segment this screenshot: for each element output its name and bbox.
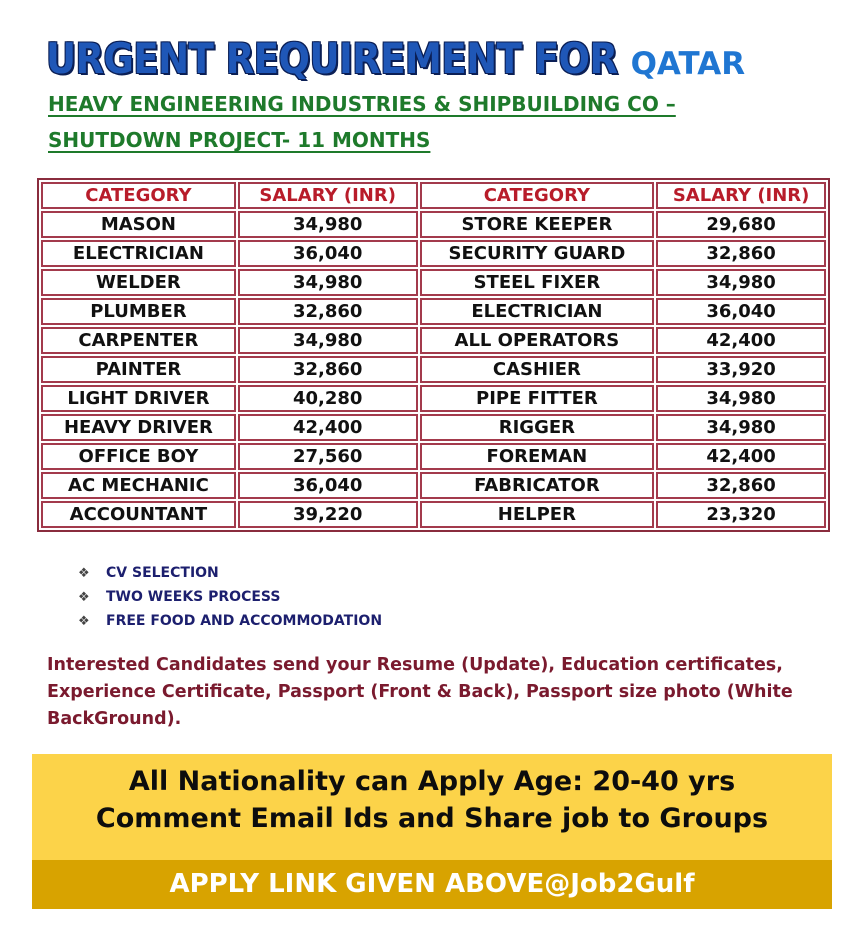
bullet-text: CV SELECTION <box>106 565 219 581</box>
table-row <box>41 240 826 267</box>
cell-category-1: PAINTER <box>41 356 236 383</box>
page-title: URGENT REQUIREMENT FOR <box>46 34 618 83</box>
cell-category-1: CARPENTER <box>41 327 236 354</box>
benefits-list <box>78 563 382 635</box>
diamond-star-icon: ❖ <box>78 590 90 605</box>
table-row <box>41 269 826 296</box>
table-row <box>41 501 826 528</box>
banner-line-2: Comment Email Ids and Share job to Groups <box>95 803 769 834</box>
cell-category-2: FABRICATOR <box>420 472 655 499</box>
cell-category-2: RIGGER <box>420 414 655 441</box>
table-row <box>41 443 826 470</box>
cell-salary-1: 40,280 <box>238 385 418 412</box>
cell-salary-2: 29,680 <box>656 211 826 238</box>
cell-salary-1: 39,220 <box>238 501 418 528</box>
cell-category-2: STORE KEEPER <box>420 211 655 238</box>
cell-salary-2: 42,400 <box>656 327 826 354</box>
cell-salary-2: 34,980 <box>656 269 826 296</box>
bullet-text: FREE FOOD AND ACCOMMODATION <box>106 613 383 629</box>
apply-link-footer[interactable]: APPLY LINK GIVEN ABOVE@Job2Gulf <box>32 860 832 909</box>
cell-category-2: HELPER <box>420 501 655 528</box>
cell-category-2: CASHIER <box>420 356 655 383</box>
cell-category-1: ACCOUNTANT <box>41 501 236 528</box>
cell-category-1: WELDER <box>41 269 236 296</box>
cell-salary-1: 27,560 <box>238 443 418 470</box>
table-row <box>41 414 826 441</box>
cell-salary-2: 32,860 <box>656 472 826 499</box>
cell-category-2: SECURITY GUARD <box>420 240 655 267</box>
eligibility-banner <box>32 754 832 860</box>
cell-category-2: STEEL FIXER <box>420 269 655 296</box>
project-duration: SHUTDOWN PROJECT- 11 MONTHS <box>48 128 431 152</box>
table-row <box>41 211 826 238</box>
cell-category-1: MASON <box>41 211 236 238</box>
diamond-star-icon: ❖ <box>78 614 90 629</box>
cell-salary-2: 33,920 <box>656 356 826 383</box>
cell-salary-1: 34,980 <box>238 269 418 296</box>
cell-salary-2: 34,980 <box>656 385 826 412</box>
cell-category-2: PIPE FITTER <box>420 385 655 412</box>
diamond-star-icon: ❖ <box>78 566 90 581</box>
cell-salary-1: 36,040 <box>238 472 418 499</box>
cell-category-2: ELECTRICIAN <box>420 298 655 325</box>
cell-salary-1: 34,980 <box>238 211 418 238</box>
cell-salary-1: 32,860 <box>238 356 418 383</box>
list-item <box>78 611 382 635</box>
cell-category-1: AC MECHANIC <box>41 472 236 499</box>
cell-salary-2: 42,400 <box>656 443 826 470</box>
table-row <box>41 385 826 412</box>
cell-salary-1: 34,980 <box>238 327 418 354</box>
cell-category-2: FOREMAN <box>420 443 655 470</box>
table-row <box>41 356 826 383</box>
cell-salary-2: 32,860 <box>656 240 826 267</box>
header-category-1: CATEGORY <box>41 182 236 209</box>
bullet-text: TWO WEEKS PROCESS <box>106 589 281 605</box>
cell-category-2: ALL OPERATORS <box>420 327 655 354</box>
cell-salary-1: 32,860 <box>238 298 418 325</box>
company-name: HEAVY ENGINEERING INDUSTRIES & SHIPBUILDING CO – <box>48 92 676 116</box>
list-item <box>78 563 382 587</box>
country-label: QATAR <box>630 46 746 82</box>
table-row <box>41 298 826 325</box>
header-category-2: CATEGORY <box>420 182 655 209</box>
cell-salary-2: 34,980 <box>656 414 826 441</box>
list-item <box>78 587 382 611</box>
cell-category-1: ELECTRICIAN <box>41 240 236 267</box>
table-row <box>41 327 826 354</box>
cell-salary-1: 36,040 <box>238 240 418 267</box>
cell-salary-2: 23,320 <box>656 501 826 528</box>
title-row <box>46 34 746 83</box>
header-salary-2: SALARY (INR) <box>656 182 826 209</box>
cell-category-1: OFFICE BOY <box>41 443 236 470</box>
header-salary-1: SALARY (INR) <box>238 182 418 209</box>
application-instructions: Interested Candidates send your Resume (Update), Education certificates, Experience Certificate, Passport (Front & Back), Passport size photo (White BackGround). <box>47 655 793 729</box>
banner-line-1: All Nationality can Apply Age: 20-40 yrs <box>128 766 736 797</box>
cell-category-1: LIGHT DRIVER <box>41 385 236 412</box>
cell-salary-2: 36,040 <box>656 298 826 325</box>
table-header-row <box>41 182 826 209</box>
cell-salary-1: 42,400 <box>238 414 418 441</box>
cell-category-1: HEAVY DRIVER <box>41 414 236 441</box>
salary-table <box>37 178 830 532</box>
table-row <box>41 472 826 499</box>
cell-category-1: PLUMBER <box>41 298 236 325</box>
